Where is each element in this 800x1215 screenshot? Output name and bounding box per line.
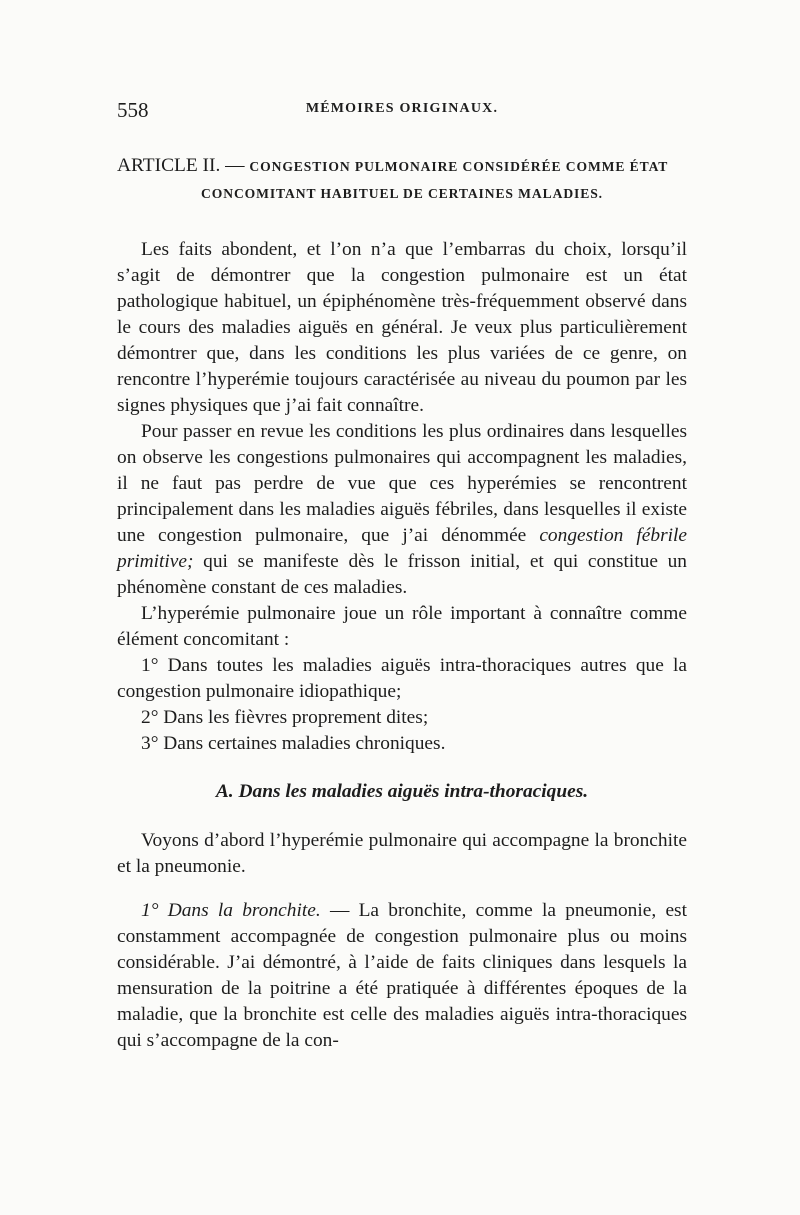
article-title-line2-wrap [117,180,687,207]
running-title: MÉMOIRES ORIGINAUX. [305,101,499,116]
article-label: ARTICLE II. [117,155,221,176]
paragraph-2 [117,419,687,601]
list-item-1: 1° Dans toutes les maladies aiguës intra-thoraciques autres que la congestion pulmonaire idiopathique; [117,655,687,702]
text-block [117,153,687,1054]
article-dash: — [220,155,250,176]
section-heading-a: A. Dans les maladies aiguës intra-thoraciques. [215,781,589,802]
list-item-2: 2° Dans les fièvres proprement dites; [141,707,429,728]
running-head [117,98,687,128]
paragraph-2-italic: congestion fébrile primitive; [117,525,687,572]
paragraph-1: Les faits abondent, et l’on n’a que l’embarras du choix, lorsqu’il s’agit de démontrer que la congestion pulmonaire est un état pathologique habituel, un épiphénomène très-fréquemment observé dans le cours des maladies aiguës en général. Je veux plus particulièrement démontrer que, dans les conditions les plus variées de ce genre, on rencontre l’hyperémie toujours caractérisée au niveau du poumon par les signes physiques que j’ai fait connaître. [117,239,687,416]
paragraph-5-rest: — La bronchite, comme la pneumonie, est constamment accompagnée de congestion pulmonaire plus ou moins considérable. J’ai démontré, à l’aide de faits cliniques dans lesquels la mensuration de la poitrine a été pratiquée à différentes époques de la maladie, que la bronchite est celle des maladies aiguës intra-thoraciques qui s’accompagne de la con- [117,900,687,1051]
paragraph-4: Voyons d’abord l’hyperémie pulmonaire qui accompagne la bronchite et la pneumonie. [117,830,687,877]
paragraph-2-start: Pour passer en revue les conditions les plus ordinaires dans lesquelles on observe les congestions pulmonaires qui accompagnent les maladies, il ne faut pas perdre de vue que ces hyperémies se rencontrent principalement dans les maladies aiguës fébriles, dans lesquelles il existe une congestion pulmonaire, que j’ai dénommée [117,421,687,546]
article-heading [117,153,687,180]
paragraph-2-end: qui se manifeste dès le frisson initial, et qui constitue un phénomène constant de ces maladies. [117,551,687,598]
article-title-line2: CONCOMITANT HABITUEL DE CERTAINES MALADIES. [201,186,603,201]
list-item-3: 3° Dans certaines maladies chroniques. [141,733,446,754]
article-title-line1: CONGESTION PULMONAIRE CONSIDÉRÉE COMME ÉTAT [249,159,669,174]
paragraph-5 [117,898,687,1054]
paragraph-5-italic: 1° Dans la bronchite. [141,900,321,921]
page-number: 558 [117,98,149,122]
paragraph-3: L’hyperémie pulmonaire joue un rôle important à connaître comme élément concomitant : [117,603,687,650]
